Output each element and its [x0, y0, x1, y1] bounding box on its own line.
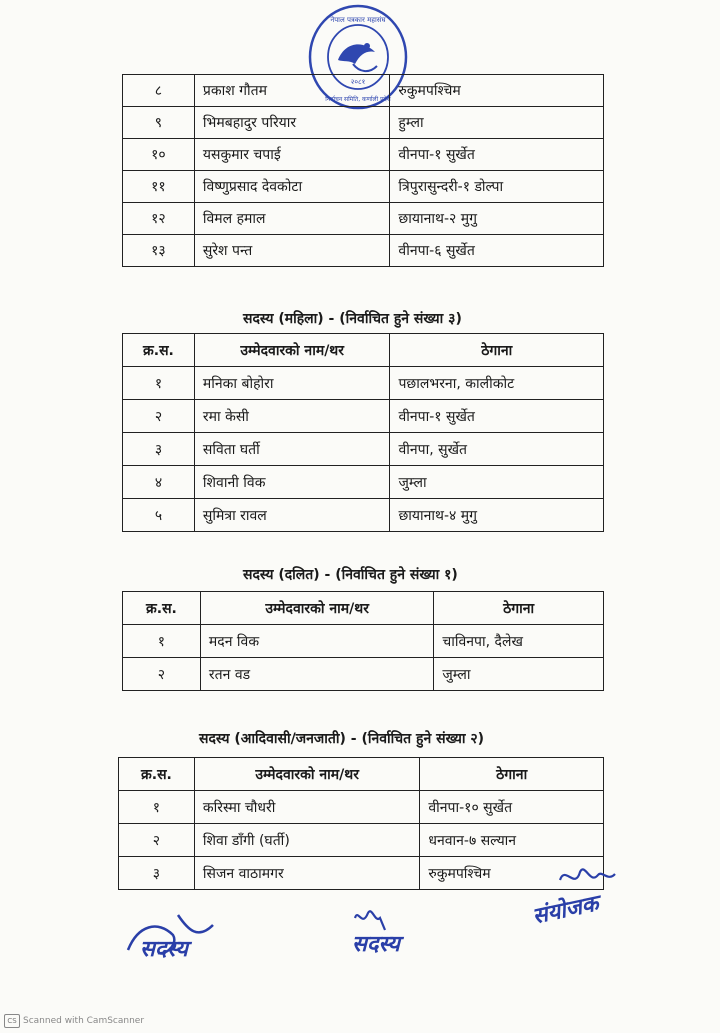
- table-header-row: [123, 334, 604, 367]
- cell-address: त्रिपुरासुन्दरी-१ डोल्पा: [390, 171, 604, 203]
- header-name: उम्मेदवारको नाम/थर: [194, 334, 390, 367]
- footer-text: Scanned with CamScanner: [23, 1016, 145, 1026]
- cell-name: सुरेश पन्त: [194, 235, 390, 267]
- cell-address: पछालभरना, कालीकोट: [390, 367, 604, 400]
- table-row: [123, 466, 604, 499]
- header-address: ठेगाना: [434, 592, 604, 625]
- cell-name: भिमबहादुर परियार: [194, 107, 390, 139]
- seal-bottom-text: निर्वाचन समिति, कर्णाली प्रदेश: [325, 96, 391, 103]
- cell-address: हुम्ला: [390, 107, 604, 139]
- cell-name: यसकुमार चपाई: [194, 139, 390, 171]
- header-name: उम्मेदवारको नाम/थर: [194, 758, 419, 791]
- header-address: ठेगाना: [390, 334, 604, 367]
- cell-serial: १: [119, 791, 195, 824]
- signature-coordinator: [530, 860, 640, 935]
- table-row: [123, 139, 604, 171]
- table-row: [123, 433, 604, 466]
- header-serial: क्र.स.: [123, 334, 195, 367]
- table-header-row: [123, 592, 604, 625]
- cell-address: जुम्ला: [390, 466, 604, 499]
- header-address: ठेगाना: [420, 758, 604, 791]
- header-serial: क्र.स.: [123, 592, 201, 625]
- cell-serial: ३: [123, 433, 195, 466]
- table-row: [123, 400, 604, 433]
- cell-name: विमल हमाल: [194, 203, 390, 235]
- seal-year: २०८१: [350, 78, 366, 86]
- section-heading-women: सदस्य (महिला) - (निर्वाचित हुने संख्या ३): [243, 311, 462, 327]
- signature-label: सदस्य: [352, 931, 400, 957]
- cell-serial: १०: [123, 139, 195, 171]
- candidates-table-continued: [122, 74, 604, 267]
- cell-address: छायानाथ-२ मुगु: [390, 203, 604, 235]
- cell-serial: २: [119, 824, 195, 857]
- header-serial: क्र.स.: [119, 758, 195, 791]
- cell-address: चाविनपा, दैलेख: [434, 625, 604, 658]
- table-row: [123, 107, 604, 139]
- candidates-table-dalit: [122, 591, 604, 691]
- table-row: [123, 171, 604, 203]
- cell-serial: ५: [123, 499, 195, 532]
- cell-address: जुम्ला: [434, 658, 604, 691]
- table-row: [119, 824, 604, 857]
- seal-top-text: नेपाल पत्रकार महासंघ: [330, 16, 386, 24]
- cell-address: वीनपा, सुर्खेत: [390, 433, 604, 466]
- cell-name: प्रकाश गौतम: [194, 75, 390, 107]
- cell-serial: १२: [123, 203, 195, 235]
- section-heading-dalit: सदस्य (दलित) - (निर्वाचित हुने संख्या १): [243, 567, 458, 583]
- table-row: [123, 658, 604, 691]
- table-row: [123, 235, 604, 267]
- cell-name: शिवानी विक: [194, 466, 390, 499]
- section-heading-indigenous: सदस्य (आदिवासी/जनजाती) - (निर्वाचित हुने संख्या २): [199, 731, 485, 747]
- signature-member-2: [340, 898, 440, 968]
- header-name: उम्मेदवारको नाम/थर: [200, 592, 433, 625]
- cell-name: विष्णुप्रसाद देवकोटा: [194, 171, 390, 203]
- cell-address: छायानाथ-४ मुगु: [390, 499, 604, 532]
- cell-address: धनवान-७ सल्यान: [420, 824, 604, 857]
- cell-serial: २: [123, 658, 201, 691]
- table-row: [123, 75, 604, 107]
- signature-label: संयोजक: [530, 890, 601, 930]
- cell-serial: २: [123, 400, 195, 433]
- table-row: [123, 203, 604, 235]
- cell-name: मनिका बोहोरा: [194, 367, 390, 400]
- cell-name: करिस्मा चौधरी: [194, 791, 419, 824]
- cell-serial: १: [123, 367, 195, 400]
- cell-serial: ३: [119, 857, 195, 890]
- cell-address: रुकुमपश्चिम: [420, 857, 604, 890]
- table-row: [123, 499, 604, 532]
- cell-name: रमा केसी: [194, 400, 390, 433]
- cell-name: मदन विक: [200, 625, 433, 658]
- cell-address: वीनपा-१० सुर्खेत: [420, 791, 604, 824]
- table-header-row: [119, 758, 604, 791]
- cell-name: सुमित्रा रावल: [194, 499, 390, 532]
- cell-serial: ८: [123, 75, 195, 107]
- cell-serial: १: [123, 625, 201, 658]
- cell-name: रतन वड: [200, 658, 433, 691]
- cell-address: वीनपा-१ सुर्खेत: [390, 139, 604, 171]
- signature-member-1: [118, 905, 228, 975]
- cell-serial: ११: [123, 171, 195, 203]
- cell-name: सिजन वाठामगर: [194, 857, 419, 890]
- cell-serial: ४: [123, 466, 195, 499]
- cell-name: सविता घर्ती: [194, 433, 390, 466]
- cell-name: शिवा डाँगी (घर्ती): [194, 824, 419, 857]
- cell-serial: १३: [123, 235, 195, 267]
- cell-serial: ९: [123, 107, 195, 139]
- cell-address: वीनपा-६ सुर्खेत: [390, 235, 604, 267]
- signature-label: सदस्य: [140, 936, 188, 962]
- table-row: [119, 791, 604, 824]
- table-row: [123, 625, 604, 658]
- cell-address: रुकुमपश्चिम: [390, 75, 604, 107]
- scanner-footer: [4, 1014, 144, 1028]
- camscanner-logo-icon: CS: [4, 1014, 20, 1028]
- table-row: [123, 367, 604, 400]
- candidates-table-women: [122, 333, 604, 532]
- cell-address: वीनपा-१ सुर्खेत: [390, 400, 604, 433]
